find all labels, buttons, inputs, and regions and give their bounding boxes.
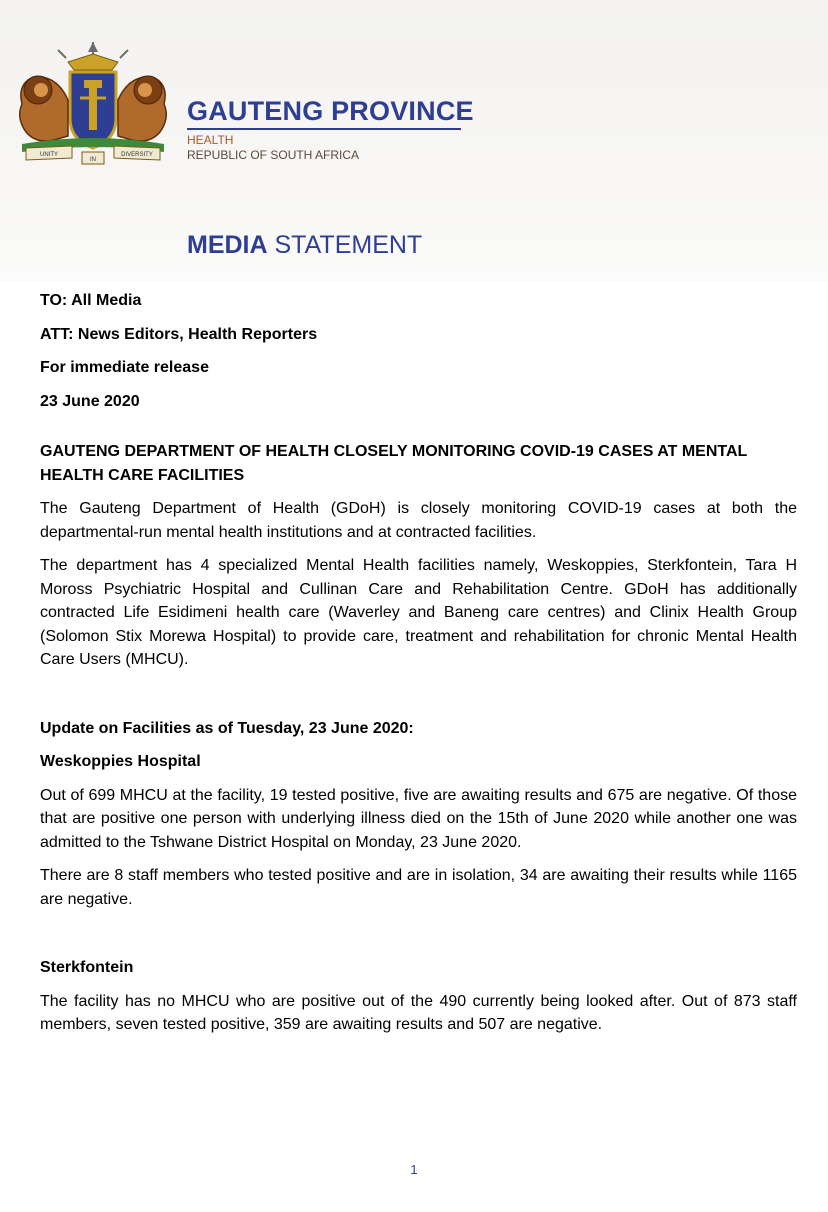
title-divider	[187, 128, 461, 130]
weskoppies-heading: Weskoppies Hospital	[40, 753, 201, 770]
recipient-line: TO: All Media	[40, 292, 142, 309]
organization-block	[187, 96, 474, 163]
motto-left: UNITY	[40, 152, 58, 158]
document-title	[187, 230, 422, 260]
release-date: 23 June 2020	[40, 392, 140, 410]
weskoppies-paragraph-1: Out of 699 MHCU at the facility, 19 tested positive, five are awaiting results and 675 are negative. Of those that are positive one person with underlying illness died on the 15th of June 2020 while another one was admitted to the Tshwane District Hospital on Monday, 23 June 2020.	[40, 786, 797, 851]
organization-name: GAUTENG PROVINCE	[187, 96, 474, 126]
intro-paragraph-2: The department has 4 specialized Mental Health facilities namely, Weskoppies, Sterkfontein, Tara H Moross Psychiatric Hospital and Cullinan Care and Rehabilitation Centre. GDoH has additionally contracted Life Esidimeni health care (Waverley and Baneng care centres) and Clinix Health Group (Solomon Stix Morewa Hospital) to provide care, treatment and rehabilitation for chronic Mental Health Care Users (MHCU).	[40, 557, 797, 668]
title-rest: STATEMENT	[267, 231, 423, 259]
department-name: HEALTH	[187, 133, 234, 147]
country-name: REPUBLIC OF SOUTH AFRICA	[187, 148, 360, 162]
update-heading: Update on Facilities as of Tuesday, 23 June 2020:	[40, 719, 414, 737]
headline: GAUTENG DEPARTMENT OF HEALTH CLOSELY MONITORING COVID-19 CASES AT MENTAL HEALTH CARE FACILITIES	[40, 443, 747, 484]
coat-of-arms-logo	[8, 40, 178, 170]
motto-right: DIVERSITY	[121, 152, 153, 158]
weskoppies-paragraph-2: There are 8 staff members who tested positive and are in isolation, 34 are awaiting their results while 1165 are negative.	[40, 867, 797, 908]
page-number: 1	[410, 1162, 418, 1177]
sterkfontein-heading: Sterkfontein	[40, 959, 134, 976]
attention-line: ATT: News Editors, Health Reporters	[40, 325, 318, 343]
sterkfontein-paragraph-1: The facility has no MHCU who are positive out of the 490 currently being looked after. Out of 873 staff members, seven tested positive, 359 are awaiting results and 507 are negative.	[40, 992, 797, 1033]
statement-body	[40, 440, 797, 1037]
release-meta	[40, 284, 317, 418]
title-bold: MEDIA	[187, 231, 268, 259]
motto-mid: IN	[90, 157, 96, 163]
intro-paragraph-1: The Gauteng Department of Health (GDoH) is closely monitoring COVID-19 cases at both the departmental-run mental health institutions and at contracted facilities.	[40, 500, 797, 541]
release-line: For immediate release	[40, 359, 209, 376]
